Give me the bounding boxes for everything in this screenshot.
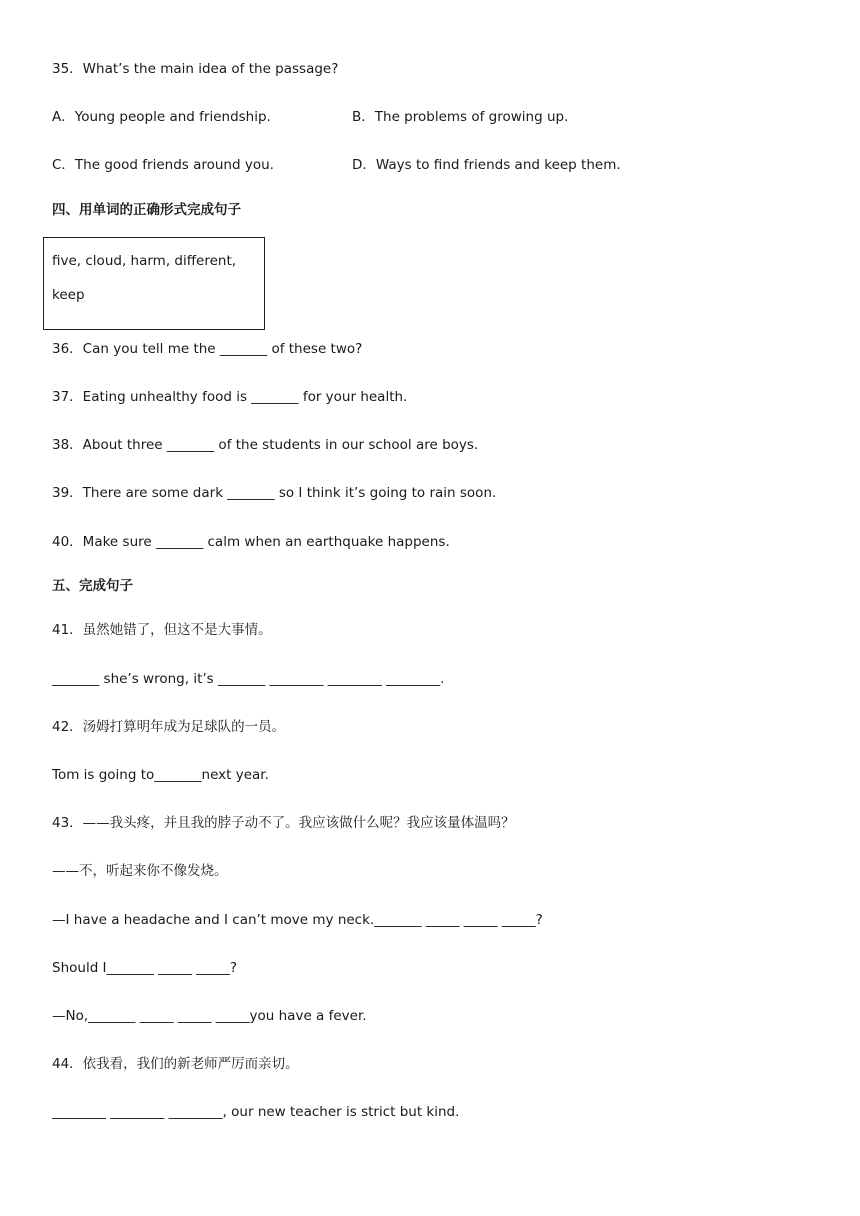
question-37: 37．Eating unhealthy food is _______ for your health. [52, 389, 408, 405]
question-43-en-1: —I have a headache and I can’t move my neck._______ _____ _____ _____? [52, 912, 543, 928]
word-box-line-2: keep [52, 287, 85, 303]
question-43-cn-1: 43．——我头疼，并且我的脖子动不了。我应该做什么呢？我应该量体温吗？ [52, 815, 515, 831]
question-40: 40．Make sure _______ calm when an earthquake happens. [52, 534, 450, 550]
question-42-cn: 42．汤姆打算明年成为足球队的一员。 [52, 719, 286, 735]
word-box [43, 237, 265, 330]
question-39: 39．There are some dark _______ so I think it’s going to rain soon. [52, 485, 497, 501]
option-d: D．Ways to find friends and keep them. [352, 157, 621, 173]
question-43-en-3: —No,_______ _____ _____ _____you have a fever. [52, 1008, 367, 1024]
word-box-line-1: five, cloud, harm, different, [52, 253, 237, 269]
question-44-en: ________ ________ ________, our new teacher is strict but kind. [52, 1104, 460, 1120]
question-43-en-2: Should I_______ _____ _____? [52, 960, 238, 976]
question-35: 35．What’s the main idea of the passage? [52, 61, 339, 77]
question-41-cn: 41．虽然她错了，但这不是大事情。 [52, 622, 272, 638]
question-42-en: Tom is going to_______next year. [52, 767, 269, 783]
option-b: B．The problems of growing up. [352, 109, 569, 125]
option-c: C．The good friends around you. [52, 157, 274, 173]
section-4-heading: 四、用单词的正确形式完成句子 [52, 202, 241, 218]
section-5-heading: 五、完成句子 [52, 578, 133, 594]
question-38: 38．About three _______ of the students in our school are boys. [52, 437, 479, 453]
question-43-cn-2: ——不，听起来你不像发烧。 [52, 863, 228, 879]
question-36: 36．Can you tell me the _______ of these two? [52, 341, 363, 357]
question-41-en: _______ she’s wrong, it’s _______ ________ ________ ________. [52, 671, 445, 687]
option-a: A．Young people and friendship. [52, 109, 271, 125]
question-44-cn: 44．依我看，我们的新老师严厉而亲切。 [52, 1056, 299, 1072]
